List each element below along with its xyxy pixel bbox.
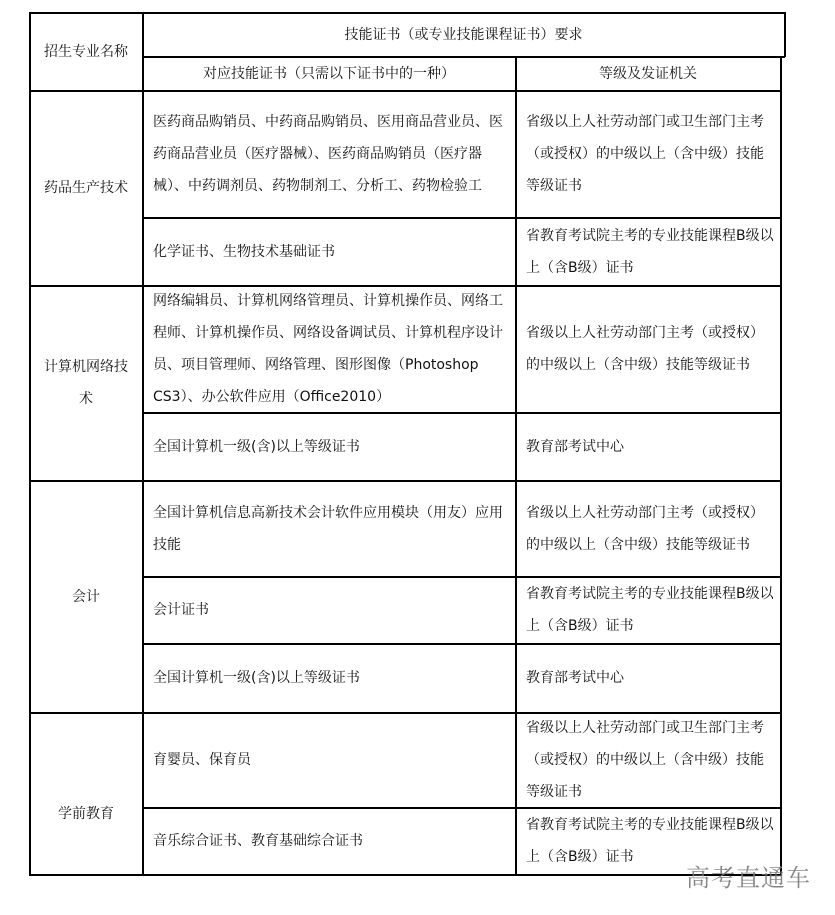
- header-issuer-column-text: 等级及发证机关: [599, 65, 697, 82]
- cert-text: 全国计算机一级(含)以上等级证书: [153, 670, 360, 686]
- cert-cell: [143, 577, 515, 643]
- cert-text: 全国计算机信息高新技术会计软件应用模块（用友）应用技能: [153, 504, 503, 553]
- cert-cell: [143, 713, 515, 807]
- header-border-right: [784, 12, 786, 57]
- issuer-text: 省级以上人社劳动部门主考（或授权）的中级以上（含中级）技能等级证书: [526, 504, 764, 553]
- major-name: 学前教育: [58, 805, 114, 822]
- issuer-text: 省级以上人社劳动部门或卫生部门主考（或授权）的中级以上（含中级）技能等级证书: [526, 114, 764, 194]
- header-major-name-text: 招生专业名称: [44, 43, 128, 60]
- cert-cell: [143, 218, 515, 285]
- issuer-text: 教育部考试中心: [526, 670, 624, 686]
- cert-text: 音乐综合证书、教育基础综合证书: [153, 833, 363, 849]
- major-cell: [30, 713, 142, 874]
- cert-cell: [143, 644, 515, 712]
- cert-cell: [143, 413, 515, 480]
- issuer-text: 省教育考试院主考的专业技能课程B级以上（含B级）证书: [526, 817, 774, 865]
- cert-text: 网络编辑员、计算机网络管理员、计算机操作员、网络工程师、计算机操作员、网络设备调试员、计算机程序设计员、项目管理师、网络管理、图形图像（Photoshop CS3）、办公软件应用（Office2010）: [153, 293, 503, 405]
- header-requirement-title: [143, 13, 784, 56]
- cert-text: 化学证书、生物技术基础证书: [153, 243, 335, 260]
- watermark: 高考直通车: [686, 864, 811, 892]
- issuer-cell: [516, 644, 780, 712]
- cert-cell: [143, 481, 515, 576]
- issuer-text: 省级以上人社劳动部门主考（或授权）的中级以上（含中级）技能等级证书: [526, 325, 764, 373]
- header-cert-column: [143, 57, 515, 90]
- issuer-cell: [516, 413, 780, 480]
- issuer-cell: [516, 577, 780, 643]
- major-cell: [30, 481, 142, 712]
- cert-cell: [143, 808, 515, 874]
- issuer-text: 教育部考试中心: [526, 438, 624, 455]
- major-name: 计算机网络技术: [44, 359, 128, 407]
- cert-cell: [143, 286, 515, 412]
- major-name: 会计: [72, 588, 100, 605]
- cert-text: 会计证书: [153, 602, 209, 618]
- table-border-right: [780, 56, 782, 876]
- cert-text: 医药商品购销员、中药商品购销员、医用商品营业员、医药商品营业员（医疗器械）、医药商品购销员（医疗器械）、中药调剂员、药物制剂工、分析工、药物检验工: [153, 114, 503, 194]
- header-issuer-column: [516, 57, 780, 90]
- issuer-cell: [516, 218, 780, 285]
- issuer-cell: [516, 286, 780, 412]
- issuer-text: 省教育考试院主考的专业技能课程B级以上（含B级）证书: [526, 227, 774, 276]
- header-major-name: [30, 13, 142, 90]
- major-name: 药品生产技术: [44, 180, 128, 196]
- cert-text: 全国计算机一级(含)以上等级证书: [153, 438, 360, 455]
- issuer-text: 省级以上人社劳动部门或卫生部门主考（或授权）的中级以上（含中级）技能等级证书: [526, 720, 764, 800]
- issuer-cell: [516, 481, 780, 576]
- cert-cell: [143, 91, 515, 217]
- header-requirement-title-text: 技能证书（或专业技能课程证书）要求: [344, 26, 583, 43]
- issuer-cell: [516, 91, 780, 217]
- cert-text: 育婴员、保育员: [153, 752, 251, 768]
- major-cell: [30, 91, 142, 285]
- issuer-text: 省教育考试院主考的专业技能课程B级以上（含B级）证书: [526, 586, 774, 634]
- major-cell: [30, 286, 142, 480]
- issuer-cell: [516, 713, 780, 807]
- header-cert-column-text: 对应技能证书（只需以下证书中的一种）: [203, 65, 455, 82]
